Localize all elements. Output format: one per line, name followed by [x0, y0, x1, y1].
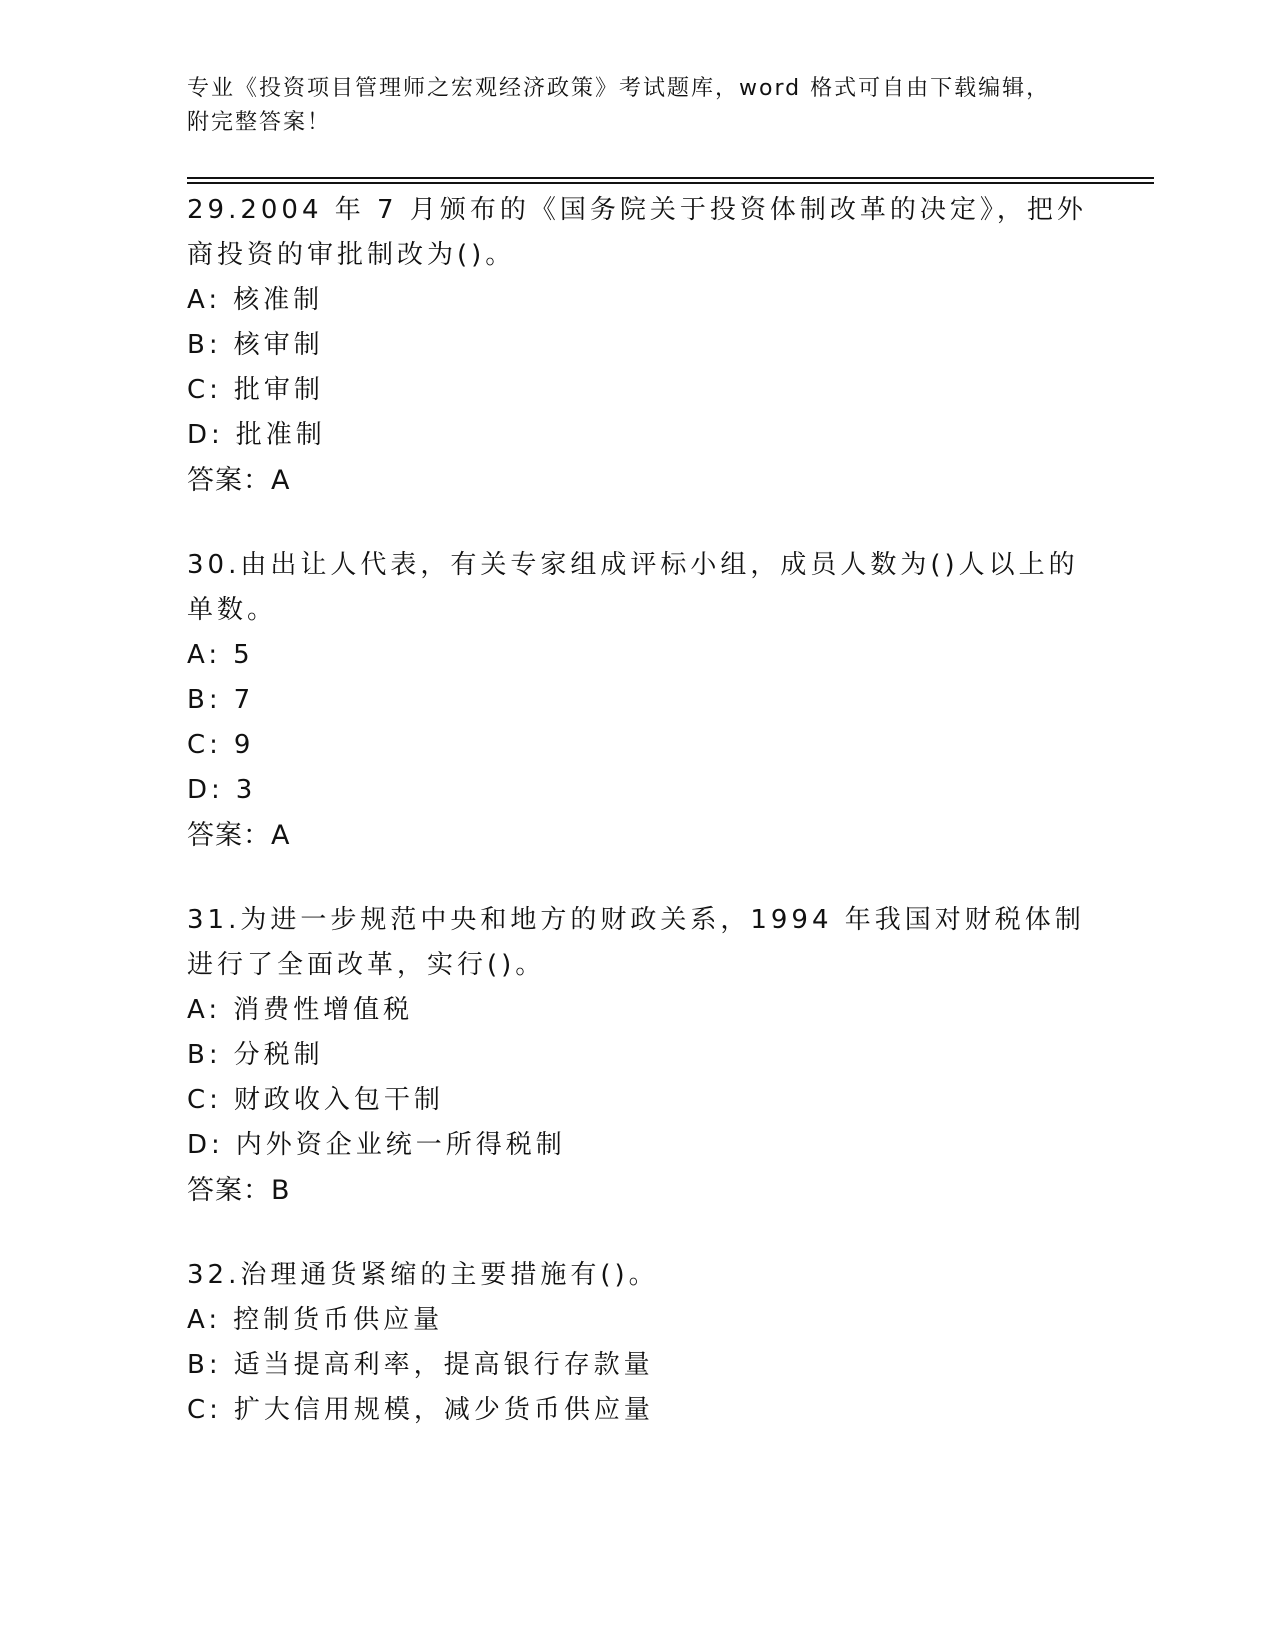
question-29	[187, 188, 1087, 503]
option-text: 7	[233, 685, 255, 715]
option-text: 控制货币供应量	[233, 1305, 444, 1335]
option-text: 财政收入包干制	[233, 1085, 444, 1115]
answer-line: 答案：A	[187, 820, 291, 851]
option-letter: B:	[187, 1350, 222, 1380]
option-text: 适当提高利率，提高银行存款量	[233, 1350, 654, 1380]
option-b	[187, 1343, 1087, 1388]
option-b	[187, 323, 1087, 368]
option-c	[187, 1388, 1087, 1433]
option-c	[187, 368, 1087, 413]
option-text: 批准制	[235, 420, 326, 450]
header-divider-bottom	[187, 182, 1154, 184]
question-stem: 31.为进一步规范中央和地方的财政关系，1994 年我国对财税体制进行了全面改革，实行()。	[187, 905, 1085, 980]
header-divider-top	[187, 177, 1154, 179]
option-text: 核审制	[233, 330, 324, 360]
header-line-1: 专业《投资项目管理师之宏观经济政策》考试题库，word 格式可自由下载编辑，	[187, 76, 1051, 101]
option-d	[187, 768, 1087, 813]
option-a	[187, 988, 1087, 1033]
question-32	[187, 1253, 1087, 1433]
option-text: 分税制	[233, 1040, 324, 1070]
option-b	[187, 678, 1087, 723]
option-a	[187, 278, 1087, 323]
document-header	[187, 72, 1087, 140]
option-text: 扩大信用规模，减少货币供应量	[233, 1395, 654, 1425]
option-text: 核准制	[233, 285, 324, 315]
question-stem: 32.治理通货紧缩的主要措施有()。	[187, 1260, 659, 1290]
option-a	[187, 633, 1087, 678]
answer-line: 答案：A	[187, 465, 291, 496]
option-a	[187, 1298, 1087, 1343]
option-letter: A:	[187, 995, 222, 1025]
option-d	[187, 1123, 1087, 1168]
question-stem: 30.由出让人代表，有关专家组成评标小组，成员人数为()人以上的单数。	[187, 550, 1079, 625]
option-letter: A:	[187, 1305, 222, 1335]
option-c	[187, 723, 1087, 768]
option-letter: A:	[187, 640, 222, 670]
option-b	[187, 1033, 1087, 1078]
option-text: 5	[233, 640, 254, 670]
header-line-2: 附完整答案！	[187, 110, 332, 135]
option-letter: C:	[187, 1085, 222, 1115]
question-31	[187, 898, 1087, 1213]
option-letter: B:	[187, 330, 222, 360]
option-letter: D:	[187, 1130, 224, 1160]
option-letter: A:	[187, 285, 222, 315]
option-letter: B:	[187, 1040, 222, 1070]
option-text: 3	[235, 775, 257, 805]
question-30	[187, 543, 1087, 858]
option-c	[187, 1078, 1087, 1123]
option-letter: B:	[187, 685, 222, 715]
option-text: 内外资企业统一所得税制	[235, 1130, 566, 1160]
option-d	[187, 413, 1087, 458]
option-letter: C:	[187, 375, 222, 405]
option-letter: D:	[187, 420, 224, 450]
option-letter: C:	[187, 730, 222, 760]
option-text: 批审制	[233, 375, 324, 405]
option-text: 9	[233, 730, 255, 760]
option-text: 消费性增值税	[233, 995, 414, 1025]
question-list	[187, 188, 1087, 1473]
option-letter: D:	[187, 775, 224, 805]
answer-line: 答案：B	[187, 1175, 291, 1206]
question-stem: 29.2004 年 7 月颁布的《国务院关于投资体制改革的决定》，把外商投资的审批制改为()。	[187, 195, 1087, 270]
option-letter: C:	[187, 1395, 222, 1425]
